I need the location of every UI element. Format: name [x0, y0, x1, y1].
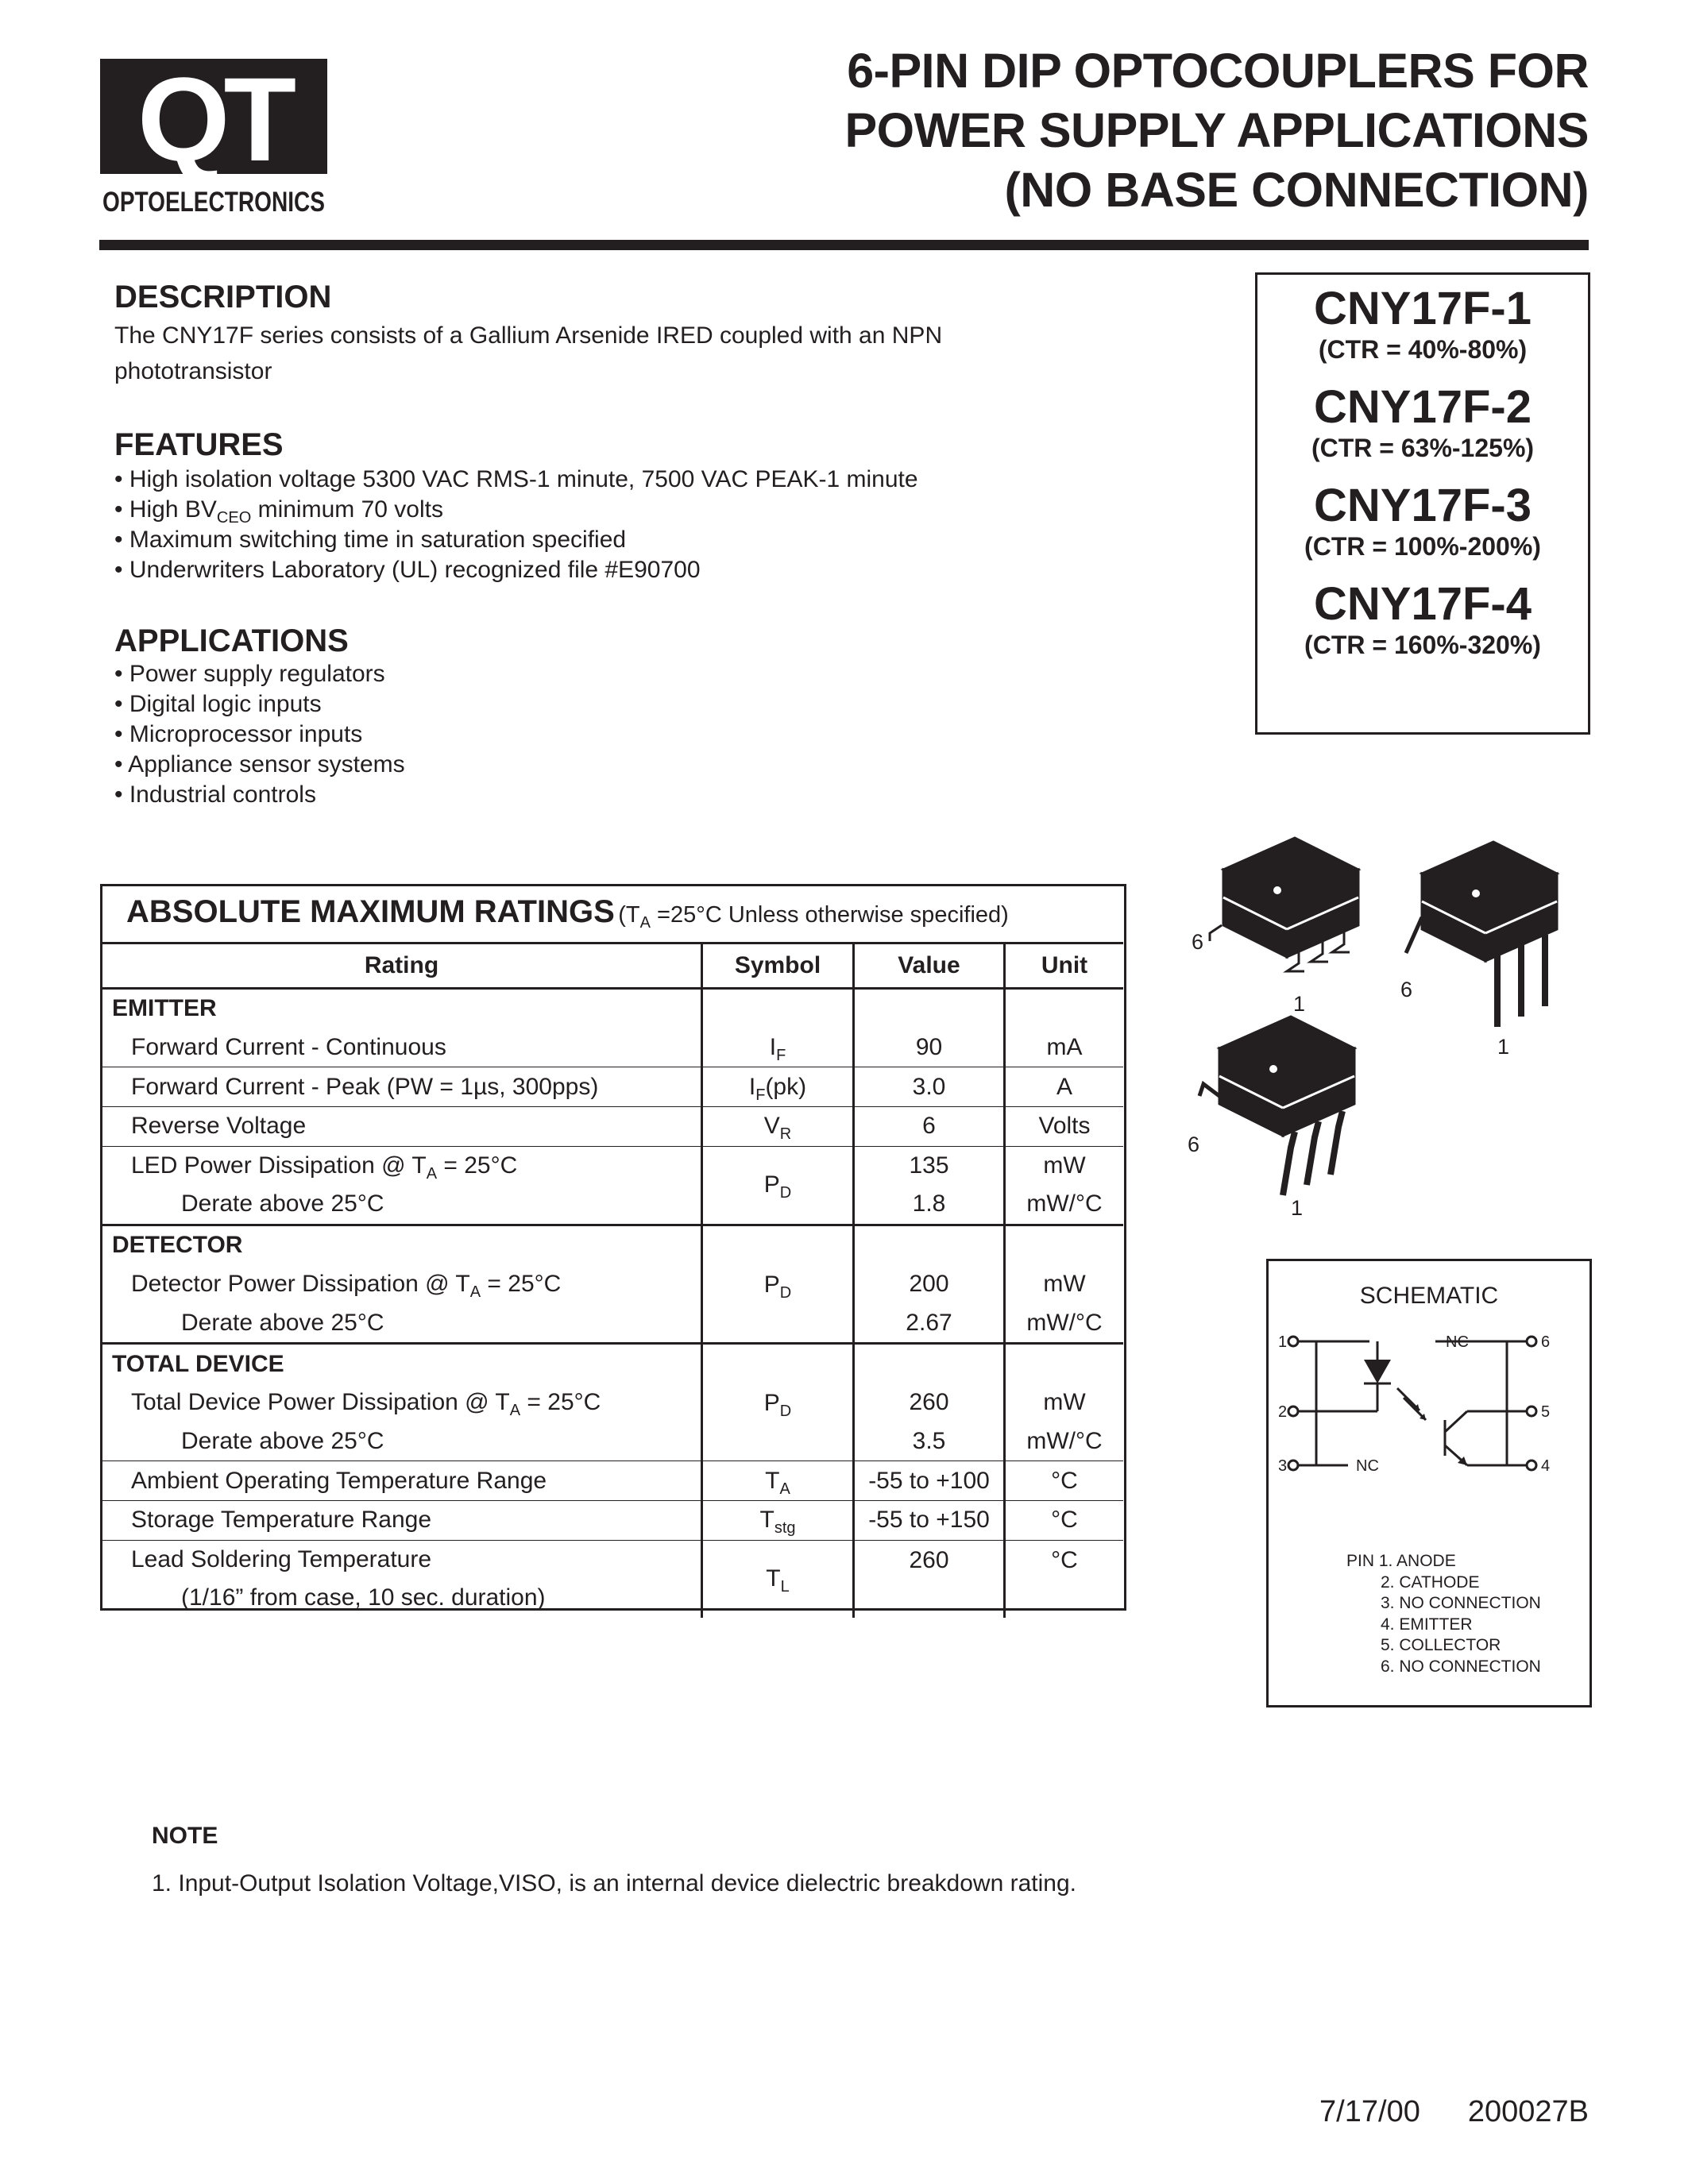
header-rule	[99, 240, 1589, 250]
nc-label: NC	[1356, 1457, 1379, 1475]
schematic-pin-number: 4	[1541, 1457, 1551, 1475]
pin-label: 6	[1400, 978, 1413, 1001]
application-item: • Digital logic inputs	[114, 691, 322, 717]
table-header-row: Rating Symbol Value Unit	[102, 943, 1123, 989]
application-item: • Industrial controls	[114, 781, 316, 808]
table-row: Reverse Voltage $V_R$ 6 Volts	[102, 1107, 1123, 1147]
feature-item: • High isolation voltage 5300 VAC RMS-1 minute, 7500 VAC PEAK-1 minute	[114, 466, 918, 492]
group-row: DETECTOR	[102, 1225, 1123, 1265]
part-ctr: (CTR = 160%-320%)	[1304, 631, 1541, 659]
part-ctr: (CTR = 63%-125%)	[1311, 434, 1535, 462]
group-row: EMITTER	[102, 989, 1123, 1028]
part-number: CNY17F-4	[1314, 578, 1532, 630]
part-number: CNY17F-3	[1314, 480, 1532, 531]
package-illustrations	[1176, 838, 1620, 1251]
schematic-pin-number: 3	[1278, 1457, 1288, 1475]
note-text: 1. Input-Output Isolation Voltage,VISO, is an internal device dielectric breakdown rating.	[152, 1870, 1076, 1897]
description-text: The CNY17F series consists of a Gallium Arsenide IRED coupled with an NPN phototransistor	[114, 322, 943, 384]
schematic-pin-number: 2	[1278, 1403, 1288, 1421]
schematic-diagram	[1269, 1261, 1589, 1547]
ratings-title: ABSOLUTE MAXIMUM RATINGS ($T_A =25^\circ C$ Unless otherwise specified)	[126, 894, 1009, 932]
table-row: Forward Current - Peak (PW = 1µs, 300pps) $I_F(pk)$ 3.0 A	[102, 1067, 1123, 1107]
package-wide-lead	[1199, 1017, 1354, 1195]
table-row: Detector Power Dissipation @ $T_A = 25^\circ C$ Derate above 25°C $P_D$ 200 2.67 mW mW/°C	[102, 1265, 1123, 1344]
part-number: CNY17F-2	[1314, 381, 1532, 433]
description-heading: DESCRIPTION	[114, 280, 332, 314]
title-line-2: POWER SUPPLY APPLICATIONS	[844, 103, 1589, 157]
document-title	[635, 41, 1589, 220]
note-heading: NOTE	[152, 1823, 218, 1849]
title-line-1: 6-PIN DIP OPTOCOUPLERS FOR	[847, 44, 1589, 98]
pin-label: 1	[1497, 1035, 1510, 1059]
footer-doc-number: 200027B	[1467, 2095, 1589, 2128]
pin-label: 1	[1291, 1196, 1304, 1220]
nc-label: NC	[1446, 1333, 1469, 1351]
part-ctr: (CTR = 100%-200%)	[1304, 532, 1541, 561]
pin-label: 6	[1188, 1133, 1200, 1156]
pin-label: 6	[1192, 930, 1204, 954]
features-list	[114, 465, 918, 585]
schematic-title: SCHEMATIC	[1359, 1283, 1499, 1309]
footer-date: 7/17/00	[1319, 2095, 1420, 2128]
table-row: Ambient Operating Temperature Range $T_A$ -55 to +100 °C	[102, 1461, 1123, 1501]
title-line-3: (NO BASE CONNECTION)	[1004, 163, 1589, 217]
schematic-pin-number: 5	[1541, 1403, 1551, 1421]
table-row: Total Device Power Dissipation @ $T_A = 25^\circ C$ Derate above 25°C $P_D$ 260 3.5 mW mW/°C	[102, 1383, 1123, 1461]
qt-optoelectronics-logo	[100, 52, 327, 226]
table-row: Storage Temperature Range $T_{stg}$ -55 to +150 °C	[102, 1500, 1123, 1540]
part-number: CNY17F-1	[1314, 283, 1532, 334]
application-item: • Power supply regulators	[114, 661, 385, 687]
pin-label: 1	[1293, 992, 1306, 1016]
applications-heading: APPLICATIONS	[114, 623, 349, 658]
group-row: TOTAL DEVICE	[102, 1344, 1123, 1383]
package-surface-mount	[1210, 838, 1358, 971]
logo-letters: QT	[137, 52, 291, 186]
schematic-pin-number: 6	[1541, 1333, 1551, 1351]
feature-item: • High $BV_{CEO}$ minimum 70 volts	[114, 496, 443, 527]
part-ctr: (CTR = 40%-80%)	[1318, 335, 1528, 364]
table-row: Lead Soldering Temperature (1/16” from case, 10 sec. duration) $T_L$ 260 °C	[102, 1540, 1123, 1618]
application-item: • Appliance sensor systems	[114, 751, 405, 778]
package-through-hole	[1406, 842, 1557, 1027]
feature-item: • Maximum switching time in saturation specified	[114, 527, 627, 553]
feature-item: • Underwriters Laboratory (UL) recognized file #E90700	[114, 557, 701, 583]
table-row: Forward Current - Continuous $I_F$ 90 mA	[102, 1028, 1123, 1067]
features-heading: FEATURES	[114, 427, 284, 462]
ratings-grid	[102, 942, 1123, 1618]
absolute-maximum-ratings-table	[100, 884, 1126, 1611]
schematic-box	[1266, 1259, 1592, 1707]
schematic-pin-number: 1	[1278, 1333, 1288, 1351]
pin-assignments: PIN 1. ANODE 2. CATHODE 3. NO CONNECTION 4. EMITTER 5. COLLECTOR 6. NO CONNECTION	[1346, 1552, 1541, 1676]
logo-subtitle: OPTOELECTRONICS	[102, 187, 325, 218]
application-item: • Microprocessor inputs	[114, 721, 363, 747]
part-number-box	[1255, 272, 1590, 735]
footer	[1319, 2095, 1589, 2129]
table-row: LED Power Dissipation @ $T_A = 25^\circ C$ Derate above 25°C $P_D$ 135 1.8 mW mW/°C	[102, 1146, 1123, 1225]
applications-list	[114, 659, 405, 810]
